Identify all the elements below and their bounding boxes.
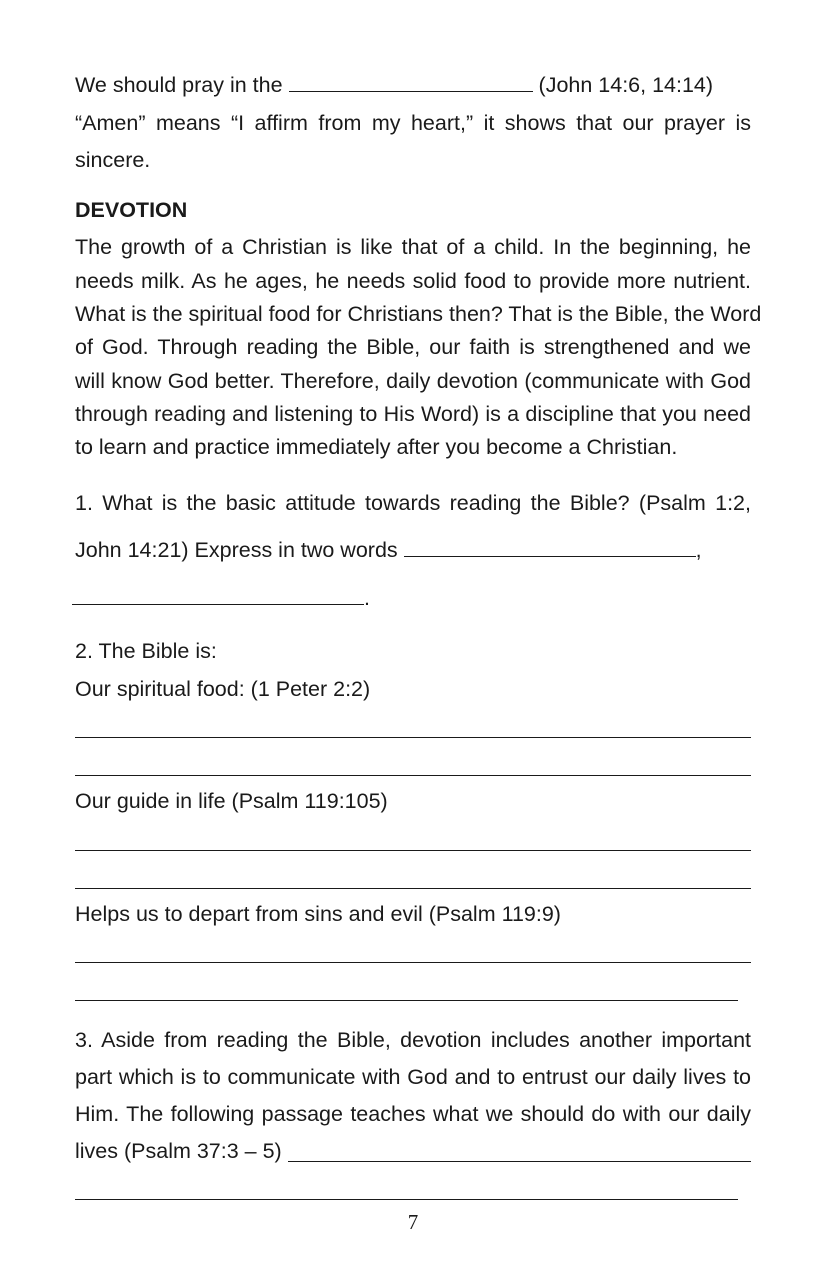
question-3-prefix: lives (Psalm 37:3 – 5)	[75, 1139, 282, 1163]
prayer-prefix: We should pray in the	[75, 73, 283, 97]
question-3-text: 3. Aside from reading the Bible, devotion includes another important	[75, 1028, 751, 1052]
section-heading: DEVOTION	[75, 198, 188, 222]
answer-line[interactable]	[75, 1000, 738, 1001]
paragraph-line: needs milk. As he ages, he needs solid food to provide more nutrient.	[75, 269, 751, 293]
answer-line[interactable]	[75, 888, 751, 889]
question-1-second-blank-line	[75, 585, 751, 611]
answer-blank[interactable]	[72, 586, 364, 605]
period: .	[364, 586, 370, 610]
answer-line[interactable]	[75, 962, 751, 963]
answer-line[interactable]	[75, 775, 751, 776]
question-2-item-label: Helps us to depart from sins and evil (Psalm 119:9)	[75, 902, 561, 926]
paragraph-line: through reading and listening to His Word) is a discipline that you need	[75, 402, 751, 426]
answer-blank[interactable]	[289, 73, 533, 92]
question-2-item-label: Our spiritual food: (1 Peter 2:2)	[75, 677, 371, 701]
answer-line[interactable]	[75, 737, 751, 738]
comma: ,	[695, 538, 702, 562]
answer-blank[interactable]	[288, 1161, 751, 1162]
question-2-item-label: Our guide in life (Psalm 119:105)	[75, 789, 388, 813]
paragraph-line: What is the spiritual food for Christians then? That is the Bible, the Word	[75, 302, 762, 326]
paragraph-line: of God. Through reading the Bible, our faith is strengthened and we	[75, 335, 751, 359]
question-2-intro: 2. The Bible is:	[75, 639, 217, 663]
paragraph-line: The growth of a Christian is like that of a child. In the beginning, he	[75, 235, 751, 259]
question-1-prefix: John 14:21) Express in two words	[75, 538, 398, 562]
answer-line[interactable]	[75, 850, 751, 851]
question-1-answer-line	[75, 537, 751, 563]
page-number: 7	[407, 1210, 419, 1234]
paragraph-line: to learn and practice immediately after you become a Christian.	[75, 435, 678, 459]
prayer-fill-line	[75, 72, 751, 98]
body-text-line: “Amen” means “I affirm from my heart,” it shows that our prayer is	[75, 111, 751, 135]
prayer-suffix: (John 14:6, 14:14)	[538, 73, 714, 97]
answer-line[interactable]	[75, 1199, 738, 1200]
question-3-text: Him. The following passage teaches what we should do with our daily	[75, 1102, 751, 1126]
paragraph-line: will know God better. Therefore, daily devotion (communicate with God	[75, 369, 751, 393]
question-3-text: part which is to communicate with God and to entrust our daily lives to	[75, 1065, 751, 1089]
answer-blank[interactable]	[404, 538, 696, 557]
question-1-text: 1. What is the basic attitude towards reading the Bible? (Psalm 1:2,	[75, 491, 751, 515]
body-text-line: sincere.	[75, 148, 151, 172]
